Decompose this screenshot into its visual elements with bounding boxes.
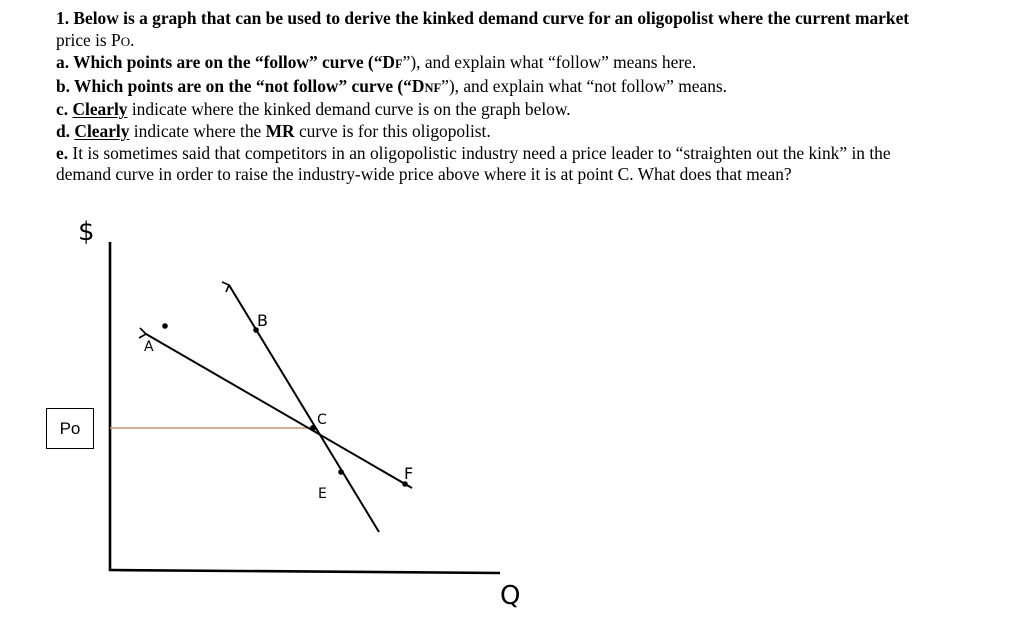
- part-e-label: e.: [56, 142, 69, 163]
- point-c-label: C: [317, 412, 327, 428]
- price-label: Po: [59, 418, 81, 438]
- part-e-text: It is sometimes said that competitors in an oligopolistic industry need a price leader to “straighten out the kink” in the: [68, 142, 891, 163]
- x-axis-label: Q: [500, 581, 521, 611]
- part-b-pre: b. Which points are on the “not follow” curve (“D: [56, 75, 425, 96]
- part-e-line2-text: demand curve in order to raise the industry-wide price above where it is at point C. What does that mean?: [56, 164, 792, 185]
- point-b-label: B: [257, 311, 268, 330]
- price-period: .: [130, 29, 135, 50]
- demand-curve-be: [229, 285, 379, 532]
- point-c-dot: [310, 425, 316, 431]
- point-f-label: F: [404, 464, 414, 483]
- demand-curve-af: [146, 334, 412, 488]
- part-c-label: c.: [56, 99, 69, 120]
- price-subscript: O: [120, 33, 131, 49]
- price-text: price is P: [56, 29, 121, 50]
- part-b-post: ”), and explain what “not follow” means.: [441, 75, 728, 96]
- part-a-post: ”), and explain what “follow” means here.: [402, 52, 697, 73]
- price-label-box: [46, 408, 94, 449]
- part-b-subscript: NF: [424, 80, 442, 95]
- arrow-tip-a: [139, 328, 146, 338]
- y-axis-label: $: [78, 217, 95, 247]
- part-c-rest: indicate where the kinked demand curve is on the graph below.: [127, 99, 571, 120]
- part-d-label: d.: [56, 120, 71, 141]
- x-axis: [109, 570, 500, 573]
- part-d-clearly: Clearly: [74, 120, 130, 141]
- point-e-label: E: [318, 486, 327, 502]
- part-d-rest: curve is for this oligopolist.: [294, 120, 491, 141]
- part-a-subscript: F: [394, 57, 403, 72]
- point-e-dot: [338, 469, 344, 475]
- arrow-tip-b: [222, 282, 229, 292]
- point-a-label: A: [144, 339, 154, 355]
- part-a-pre: a. Which points are on the “follow” curve (“D: [56, 52, 395, 73]
- part-d-mid: indicate where the: [129, 120, 266, 141]
- point-a-dot: [162, 323, 168, 329]
- part-c-clearly: Clearly: [72, 99, 128, 120]
- question-intro-line1: 1. Below is a graph that can be used to derive the kinked demand curve for an oligopolist where the current market: [56, 8, 910, 28]
- part-d-mr: MR: [265, 120, 295, 141]
